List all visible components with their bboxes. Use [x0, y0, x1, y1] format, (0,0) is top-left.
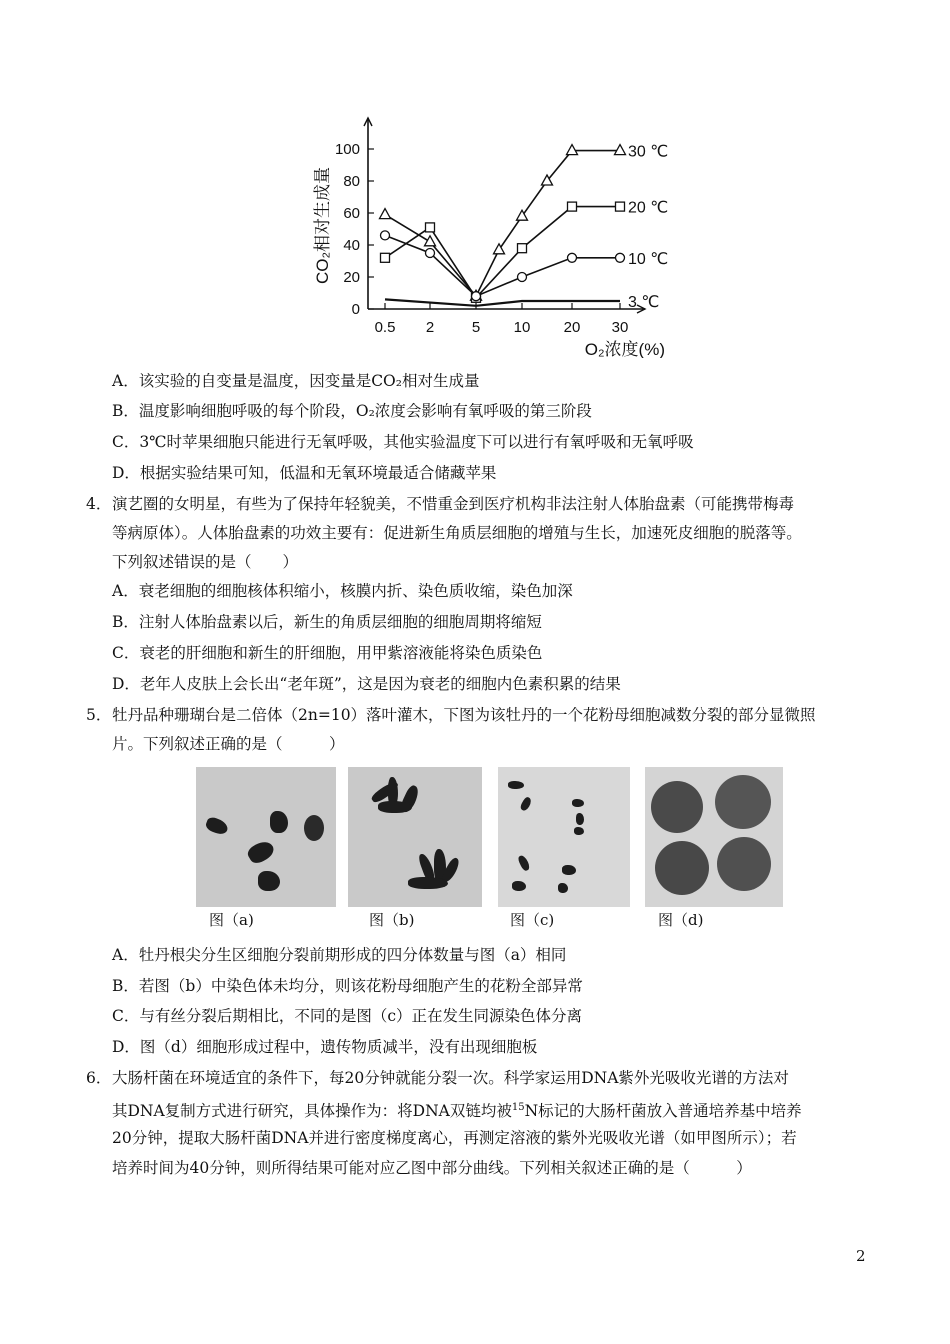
q4-number: 4．: [86, 495, 112, 513]
q5-stem-line1: 牡丹品种珊瑚台是二倍体（2n=10）落叶灌木，下图为该牡丹的一个花粉母细胞减数分裂的部分显微照: [112, 706, 816, 724]
micrograph-c: [498, 767, 630, 907]
q4-stem-line2: 等病原体）。人体胎盘素的功效主要有：促进新生角质层细胞的增殖与生长，加速死皮细胞的脱落等。: [112, 524, 802, 542]
x-tick-label: 0.5: [374, 319, 396, 336]
data-point-square: [426, 223, 435, 232]
q4-stem-line3: 下列叙述错误的是（ ）: [112, 553, 299, 571]
caption-a: 图（a): [209, 911, 254, 929]
series-label: 30 ℃: [628, 143, 669, 161]
data-point-square: [381, 253, 390, 262]
q4-option-b: B．注射人体胎盘素以后，新生的角质层细胞的细胞周期将缩短: [112, 613, 542, 631]
q5-option-a: A．牡丹根尖分生区细胞分裂前期形成的四分体数量与图（a）相同: [112, 946, 567, 964]
caption-d: 图（d): [658, 911, 704, 929]
y-tick-label: 0: [351, 301, 360, 318]
page-number: 2: [856, 1247, 866, 1265]
series-label: 3 ℃: [628, 294, 660, 311]
micrograph-d: [645, 767, 783, 907]
q3-option-a: A．该实验的自变量是温度，因变量是CO₂相对生成量: [112, 372, 480, 390]
q6-number: 6．: [86, 1069, 112, 1087]
x-tick-label: 30: [611, 319, 629, 336]
data-point-square: [616, 202, 625, 211]
isotope-mass-number: 15: [511, 1102, 525, 1113]
y-tick-label: 100: [334, 141, 360, 158]
data-point-circle: [518, 273, 527, 282]
data-point-triangle: [425, 236, 436, 246]
y-tick-label: 20: [343, 269, 360, 286]
y-tick-label: 60: [343, 205, 360, 222]
q5-option-b: B．若图（b）中染色体未均分，则该花粉母细胞产生的花粉全部异常: [112, 977, 583, 995]
q3-option-c: C．3℃时苹果细胞只能进行无氧呼吸，其他实验温度下可以进行有氧呼吸和无氧呼吸: [112, 433, 694, 451]
q6-stem-line4: 培养时间为40分钟，则所得结果可能对应乙图中部分曲线。下列相关叙述正确的是（ ）: [112, 1159, 752, 1177]
q4-option-a: A．衰老细胞的细胞核体积缩小，核膜内折、染色质收缩，染色加深: [112, 582, 573, 600]
x-tick-label: 5: [471, 319, 481, 336]
data-point-triangle: [615, 145, 626, 155]
data-point-circle: [381, 231, 390, 240]
q6-stem-line1: 大肠杆菌在环境适宜的条件下，每20分钟就能分裂一次。科学家运用DNA紫外光吸收光谱的方法对: [112, 1069, 789, 1087]
q5-option-c: C．与有丝分裂后期相比，不同的是图（c）正在发生同源染色体分离: [112, 1007, 583, 1025]
y-axis-label: CO₂相对生成量: [313, 166, 332, 285]
caption-b: 图（b): [369, 911, 415, 929]
q5-stem-line2: 片。下列叙述正确的是（ ）: [112, 735, 345, 753]
y-tick-label: 80: [343, 173, 360, 190]
data-point-square: [568, 202, 577, 211]
x-axis-label: O₂浓度(%): [584, 340, 665, 358]
series-label: 10 ℃: [628, 250, 669, 268]
caption-c: 图（c): [510, 911, 555, 929]
q4-option-c: C．衰老的肝细胞和新生的肝细胞，用甲紫溶液能将染色质染色: [112, 644, 543, 662]
q4-option-d: D．老年人皮肤上会长出“老年斑”，这是因为衰老的细胞内色素积累的结果: [112, 675, 621, 693]
x-tick-label: 20: [563, 319, 581, 336]
micrograph-a: [196, 767, 336, 907]
micrograph-b: [348, 767, 482, 907]
data-point-circle: [426, 249, 435, 258]
x-tick-label: 2: [425, 319, 435, 336]
q6-stem-line2: [112, 1098, 802, 1121]
q3-option-b: B．温度影响细胞呼吸的每个阶段，O₂浓度会影响有氧呼吸的第三阶段: [112, 402, 592, 420]
q5-number: 5．: [86, 706, 112, 724]
co2-o2-chart: [300, 108, 700, 358]
data-point-circle: [616, 253, 625, 262]
y-tick-label: 40: [343, 237, 360, 254]
data-point-triangle: [567, 145, 578, 155]
series-line-3c: [385, 299, 620, 305]
data-point-triangle: [380, 209, 391, 219]
series-line-30c: [385, 151, 620, 297]
series-label: 20 ℃: [628, 199, 669, 217]
q3-option-d: D．根据实验结果可知，低温和无氧环境最适合储藏苹果: [112, 464, 497, 482]
x-tick-label: 10: [513, 319, 531, 336]
data-point-square: [518, 244, 527, 253]
q6-stem-line2a: 其DNA复制方式进行研究，具体操作为：将DNA双链均被: [112, 1102, 512, 1121]
data-point-circle: [568, 253, 577, 262]
q4-stem-line1: 演艺圈的女明星，有些为了保持年轻貌美，不惜重金到医疗机构非法注射人体胎盘素（可能携带梅毒: [112, 495, 795, 513]
q5-option-d: D．图（d）细胞形成过程中，遗传物质减半，没有出现细胞板: [112, 1038, 538, 1056]
q6-stem-line3: 20分钟，提取大肠杆菌DNA并进行密度梯度离心，再测定溶液的紫外光吸收光谱（如甲图所示）；若: [112, 1129, 797, 1147]
data-point-circle: [472, 292, 481, 301]
q6-stem-line2b: N标记的大肠杆菌放入普通培养基中培养: [524, 1102, 802, 1121]
